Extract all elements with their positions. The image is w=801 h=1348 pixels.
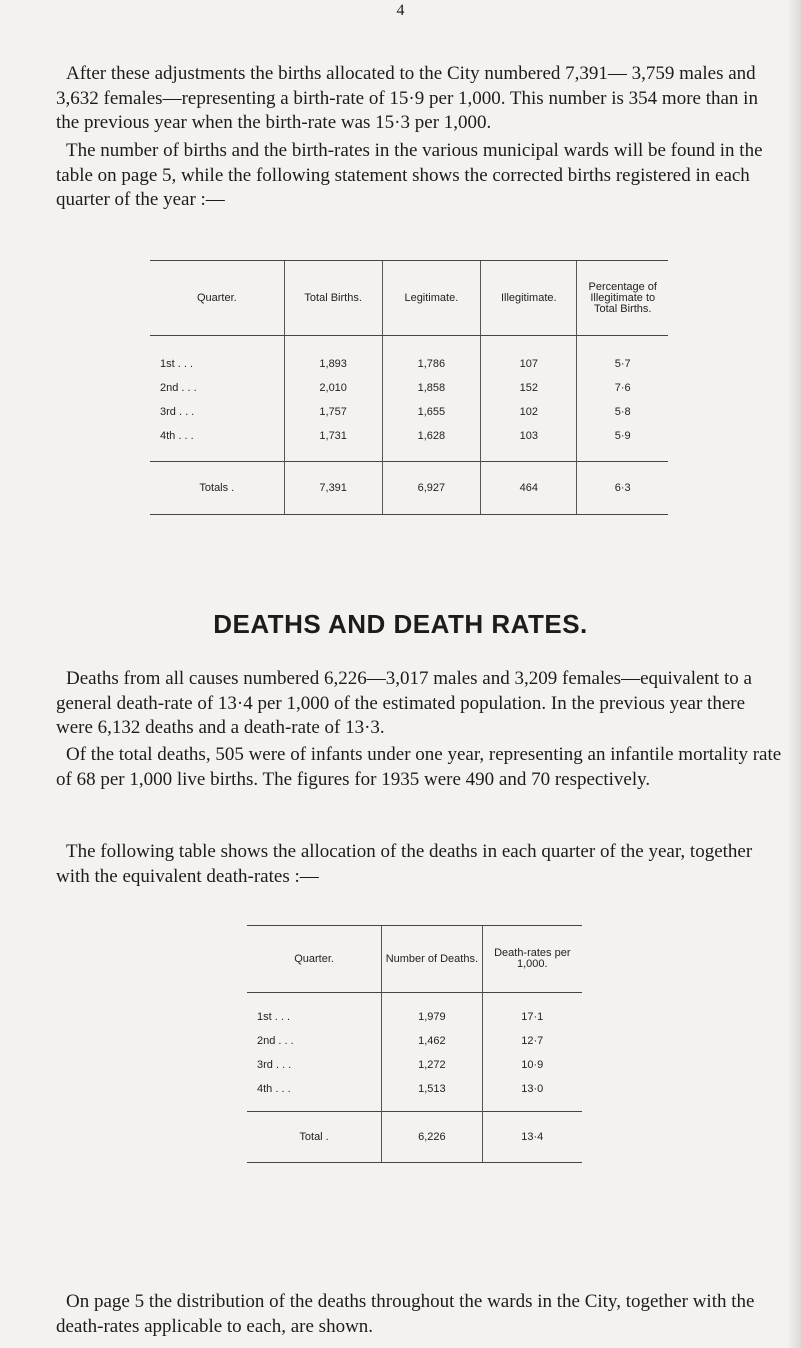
deaths-cell: 1,979 [382,993,482,1030]
percentage-cell: 7·6 [577,376,668,400]
quarter-cell: 1st . . . [160,358,194,370]
totals-row [150,462,668,515]
column-header-quarter: Quarter. [247,926,382,993]
total-births-cell: 1,893 [284,336,382,377]
illegitimate-total: 464 [481,462,577,515]
column-header-legitimate: Legitimate. [382,261,480,336]
deaths-cell: 1,272 [382,1053,482,1077]
illegitimate-cell: 107 [481,336,577,377]
totals-label: Total . [247,1112,382,1163]
illegitimate-cell: 152 [481,376,577,400]
deaths-total: 6,226 [382,1112,482,1163]
quarter-cell: 2nd . . . [257,1035,294,1047]
section-heading-deaths: DEATHS AND DEATH RATES. [213,609,588,639]
quarter-cell: 3rd . . . [257,1059,292,1071]
legitimate-cell: 1,655 [382,400,480,424]
death-rate-cell: 17·1 [482,993,582,1030]
paragraph-deaths-table-intro: The following table shows the allocation of the deaths in each quarter of the year, together with the equivalent death-rates :— [56,841,753,887]
percentage-cell: 5·7 [577,336,668,377]
column-header-percentage-illegitimate: Percentage of Illegitimate to Total Births. [577,261,668,336]
table-row [247,993,582,1030]
legitimate-cell: 1,628 [382,424,480,462]
death-rate-total: 13·4 [482,1112,582,1163]
totals-row [247,1112,582,1163]
death-rate-cell: 12·7 [482,1029,582,1053]
quarter-cell: 2nd . . . [160,382,197,394]
column-header-illegitimate: Illegitimate. [481,261,577,336]
paragraph-births-allocated: After these adjustments the births allocated to the City numbered 7,391— 3,759 males and 3,632 females—representing a birth-rate of 15·9 per 1,000. This number is 354 more than in the previous year when the birth-rate was 15·3 per 1,000. [56,63,758,133]
column-header-quarter: Quarter. [150,261,284,336]
percentage-cell: 5·9 [577,424,668,462]
legitimate-cell: 1,786 [382,336,480,377]
total-births-cell: 1,757 [284,400,382,424]
legitimate-total: 6,927 [382,462,480,515]
legitimate-cell: 1,858 [382,376,480,400]
column-header-number-of-deaths: Number of Deaths. [382,926,482,993]
quarter-cell: 4th . . . [160,430,194,442]
table-row [247,1029,582,1053]
table-row [247,1077,582,1112]
table-row [150,376,668,400]
column-header-death-rates: Death-rates per 1,000. [482,926,582,993]
column-header-total-births: Total Births. [284,261,382,336]
paragraph-deaths-by-ward: On page 5 the distribution of the deaths throughout the wards in the City, together with the death-rates applicable to each, are shown. [56,1291,755,1337]
table-row [150,336,668,377]
page-edge-shadow [787,0,801,1348]
deaths-cell: 1,462 [382,1029,482,1053]
deaths-cell: 1,513 [382,1077,482,1112]
table-row [150,400,668,424]
totals-label: Totals . [150,462,284,515]
total-births-cell: 1,731 [284,424,382,462]
table-header-row [247,926,582,993]
table-row [150,424,668,462]
quarter-cell: 3rd . . . [160,406,195,418]
table-header-row [150,261,668,336]
page-number: 4 [396,2,405,19]
total-births-total: 7,391 [284,462,382,515]
percentage-total: 6·3 [577,462,668,515]
total-births-cell: 2,010 [284,376,382,400]
death-rate-cell: 13·0 [482,1077,582,1112]
quarter-cell: 4th . . . [257,1083,291,1095]
births-by-quarter-table [150,260,668,515]
illegitimate-cell: 103 [481,424,577,462]
paragraph-deaths-total: Deaths from all causes numbered 6,226—3,017 males and 3,209 females—equivalent to a general death-rate of 13·4 per 1,000 of the estimated population. In the previous year there were 6,132 deaths and a death-rate of 13·3. [56,668,752,738]
deaths-by-quarter-table [247,925,582,1163]
paragraph-births-by-ward: The number of births and the birth-rates in the various municipal wards will be found in the table on page 5, while the following statement shows the corrected births registered in each quarter of the year :— [56,140,763,210]
quarter-cell: 1st . . . [257,1011,291,1023]
table-row [247,1053,582,1077]
death-rate-cell: 10·9 [482,1053,582,1077]
illegitimate-cell: 102 [481,400,577,424]
paragraph-infant-mortality: Of the total deaths, 505 were of infants under one year, representing an infantile mortality rate of 68 per 1,000 live births. The figures for 1935 were 490 and 70 respectively. [56,744,782,790]
percentage-cell: 5·8 [577,400,668,424]
